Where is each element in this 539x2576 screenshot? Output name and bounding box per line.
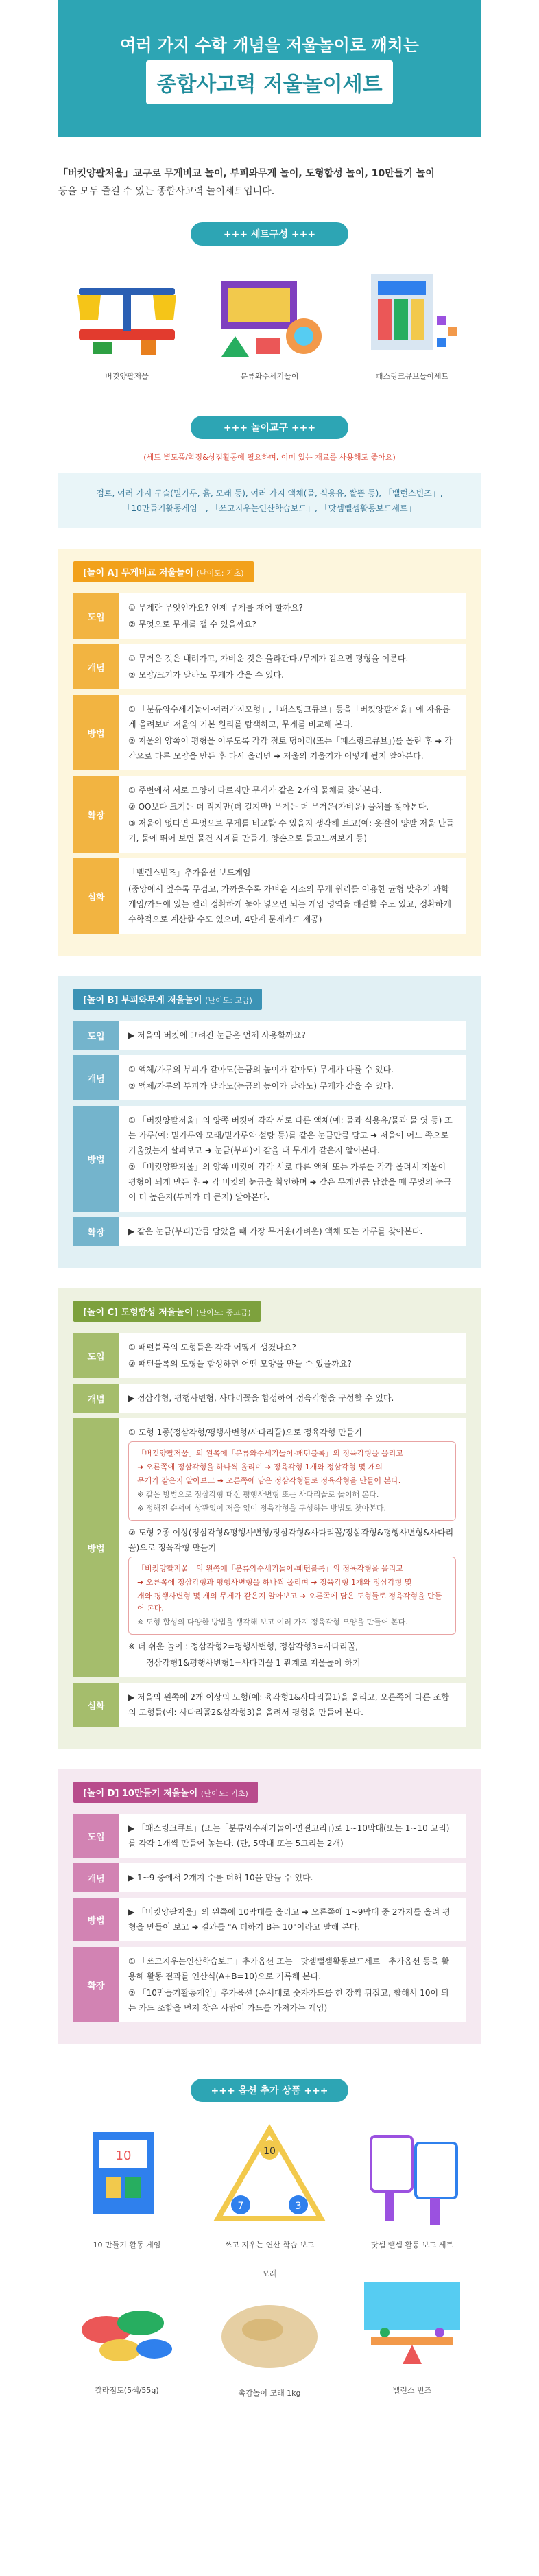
method-1: ① 도형 1종(정삼각형/평행사변형/사다리꼴)으로 정육각형 만들기 [128,1428,362,1437]
play_a-row [73,776,466,853]
row-body [119,695,466,770]
box-line: 「버킷양팔저울」의 왼쪽에「분류와수세기놀이-패턴블록」의 정육각형을 올리고 [137,1564,403,1573]
intro [58,165,481,200]
bucket-scale-image [65,261,189,364]
play_a-row [73,695,466,770]
row-label: 방법 [73,1106,119,1212]
row-body [119,1021,466,1050]
row-line: ① 주변에서 서로 모양이 다르지만 무게가 같은 2개의 물체를 찾아본다. [128,785,382,795]
method-2: ② 도형 2종 이상(정삼각형&평행사변형/정삼각형&사다리꼴/정삼각형&평행사변형&사다리꼴)으로 정육각형 만들기 [128,1528,454,1552]
options-heading: +++ 옵션 추가 상품 +++ [191,2079,348,2102]
option-item-math-board[interactable] [208,2123,331,2250]
option-caption: 촉감놀이 모래 1kg [238,2389,301,2398]
method-extra: ※ 더 쉬운 놀이 : 정삼각형2=평행사변형, 정삼각형3=사다리꼴, [128,1642,359,1651]
play_c-row [73,1333,466,1378]
row-body [119,1384,466,1413]
hero-banner [58,0,481,137]
options-section [58,2079,481,2416]
set-heading: +++ 세트구성 +++ [191,222,348,246]
box-line: ➜ 오른쪽에 정삼각형과 평행사변형을 하나씩 올리며 ➜ 정육각형 1개와 정삼각형 몇 [137,1578,412,1587]
intro-line-1: 「버킷양팔저울」교구로 무게비교 놀이, 부피와무게 놀이, 도형합성 놀이, 10만들기 놀이 [58,168,435,179]
row-body [119,1333,466,1378]
row-line: ② OO보다 크기는 더 작지만(더 길지만) 무게는 더 무거운(가벼운) 물체를 찾아본다. [128,802,429,812]
row-label: 개념 [73,1384,119,1413]
box-line: 무게가 같은지 알아보고 ➜ 오른쪽에 담은 정삼각형들로 정육각형을 만들어 본다. [137,1476,401,1485]
row-body [119,593,466,639]
set-item-bucket-scale [65,261,189,381]
row-label: 개념 [73,644,119,689]
row-body [119,1055,466,1100]
play-c-deep-row [73,1683,466,1727]
row-line: ① 「버킷양팔저울」의 양쪽 버킷에 각각 서로 다른 액체(예: 물과 식용유/물과 물 엿 등) 또는 가루(예: 밀가루와 모래/밀가루와 설탕 등)를 같은 눈금만큼 담고 ➜ 저울이 어느 쪽으로 기울었는지 살펴보고 ➜ 눈금(부피)이 같을 때 무게가 같은지 알아본다. [128,1115,453,1155]
play-d-tag: [놀이 D] 10만들기 저울놀이 (난이도: 기초) [73,1782,258,1803]
option-item-clay[interactable] [65,2268,189,2398]
hero-title: 종합사고력 저울놀이세트 [146,60,393,104]
play_d-row [73,1947,466,2022]
row-body [119,1863,466,1892]
play_d-row [73,1814,466,1858]
row-line: ▶ 같은 눈금(부피)만큼 담았을 때 가장 무거운(가벼운) 액체 또는 가루를 찾아본다. [128,1227,423,1236]
row-label: 개념 [73,1863,119,1892]
set-caption-3: 패스링크큐브놀이세트 [375,372,449,381]
option-item-balance-beans[interactable] [350,2268,474,2398]
row-line: ① 「쓰고지우는연산학습보드」추가옵션 또는「닷셈뺄셈활동보드세트」추가옵션 등을 활용해 활동 결과를 연산식(A+B=10)으로 기록해 본다. [128,1957,450,1981]
row-body [119,644,466,689]
link-cube-image [350,261,474,364]
row-label: 방법 [73,1418,119,1677]
method-2-box [128,1557,456,1635]
row-line: ▶ 정삼각형, 평행사변형, 사다리꼴을 합성하여 정육각형을 구성할 수 있다. [128,1393,394,1403]
dot-board-image [350,2123,474,2232]
box-line: 「버킷양팔저울」의 왼쪽에「분류와수세기놀이-패턴블록」의 정육각형을 올리고 [137,1449,403,1458]
box-note: ※ 정해진 순서에 상관없이 저울 없이 정육각형을 구성하는 방법도 찾아본다. [137,1504,386,1513]
row-body [119,858,466,934]
box-line: 개와 평행사변형 몇 개의 무게가 같은지 알아보고 ➜ 오른쪽에 담은 도형들로 정육각형을 만들어 본다. [137,1592,442,1613]
row-label: 확장 [73,1947,119,2022]
row-line: ② 패턴블록의 도형을 합성하면 어떤 모양을 만들 수 있을까요? [128,1359,352,1369]
row-label: 확장 [73,776,119,853]
svg-text:10: 10 [263,2146,276,2157]
math-board-image [208,2123,331,2232]
play-d-card [58,1769,481,2044]
tool-section [58,416,481,528]
intro-line-2: 등을 모두 즐길 수 있는 종합사고력 놀이세트입니다. [58,186,275,197]
row-body [119,1418,466,1677]
option-caption: 쓰고 지우는 연산 학습 보드 [224,2241,315,2249]
box-line: ➜ 오른쪽에 정삼각형을 하나씩 올리며 ➜ 정육각형 1개와 정삼각형 몇 개의 [137,1463,383,1472]
play-c-tag: [놀이 C] 도형합성 저울놀이 (난이도: 중고급) [73,1301,261,1322]
option-caption: 닷셈 뺄셈 활동 보드 세트 [370,2241,454,2249]
set-item-link-cube [350,261,474,381]
tool-note: (세트 별도품/학정&상점활동에 필요하며, 이미 있는 재료를 사용해도 좋아요) [143,453,396,462]
box-note: ※ 같은 방법으로 정삼각형 대신 평행사변형 또는 사다리꼴로 놀이해 본다. [137,1490,379,1499]
set-caption-1: 버킷양팔저울 [105,372,149,381]
play_a-row [73,644,466,689]
box-note: ※ 도형 합성의 다양한 방법을 생각해 보고 여러 가지 정육각형 모양을 만들어 본다. [137,1618,408,1627]
row-line: ② 무엇으로 무게를 잴 수 있을까요? [128,619,256,629]
row-body [119,1814,466,1858]
row-line: ② 「버킷양팔저울」의 양쪽 버킷에 각각 서로 다른 액체 또는 가루를 각각 올려서 저울이 평형이 되게 만든 후 ➜ 각 버킷의 눈금을 확인하며 ➜ 같은 무게만큼 담았을 때 무엇의 눈금이 더 높은지(부피가 더 큰지) 알아본다. [128,1162,452,1202]
row-body [119,1898,466,1941]
play_c-row [73,1384,466,1413]
play_b-row [73,1106,466,1212]
play_b-row [73,1217,466,1246]
row-body [119,1217,466,1246]
row-label: 도입 [73,1814,119,1858]
svg-text:7: 7 [237,2201,244,2212]
method-1-box [128,1441,456,1521]
row-line: ① 패턴블록의 도형들은 각각 어떻게 생겼나요? [128,1343,296,1352]
play_b-row [73,1055,466,1100]
row-label: 개념 [73,1055,119,1100]
option-top-label: 모래 [262,2269,277,2278]
row-body: ▶ 저울의 왼쪽에 2개 이상의 도형(예: 육각형1&사다리꼴1)을 올리고, 오른쪽에 다른 조합의 도형들(예: 사다리꼴2&삼각형3)을 올려서 평형을 만들어 본다. [128,1692,449,1717]
row-line: ▶ 1~9 중에서 2개지 수를 더해 10을 만들 수 있다. [128,1873,313,1882]
play-b-tag: [놀이 B] 부피와무게 저울놀이 (난이도: 고급) [73,989,262,1010]
play-b-card [58,976,481,1268]
set-item-sorting [208,261,331,381]
play-a-card [58,549,481,956]
row-line: ② 「10만들기활동게임」추가옵션 (순서대로 숫자카드를 한 장씩 뒤집고, 합해서 10이 되는 카드 조합을 먼저 찾은 사람이 카드를 가져가는 게임) [128,1988,449,2013]
row-line: (중앙에서 엎수록 무겁고, 가까울수록 가벼운 시소의 무게 원리를 이용한 균형 맞추기 과학 게임/카드에 있는 컬러 정확하게 놓아 넣으면 되는 게임 영역을 해결할 수도 있고, 정확하게 수학적으로 계산할 수도 있으며, 4단계 문제카드 제공) [128,884,451,924]
row-label: 도입 [73,1333,119,1378]
row-label: 도입 [73,593,119,639]
row-label: 심화 [73,1683,119,1727]
clay-image [65,2268,189,2378]
option-item-sand[interactable] [208,2268,331,2398]
tool-line-1: 점토, 여러 가지 구슬(밀가루, 흙, 모래 등), 여러 가지 액체(물, 식용유, 쌀뜬 등), 「밸런스빈즈」, [96,488,443,498]
option-item-dot-board[interactable] [350,2123,474,2250]
option-caption: 10 만들기 활동 게임 [93,2241,161,2249]
row-line: ① 무거운 것은 내려가고, 가벼운 것은 올라간다./무게가 같으면 평형을 이룬다. [128,654,409,663]
ten-game-image [65,2123,189,2232]
play-a-tag: [놀이 A] 무게비교 저울놀이 (난이도: 기초) [73,561,254,582]
method-extra-2: 정삼각형1&평행사변형1=사다리꼴 1 관계로 저울놀이 하기 [146,1658,361,1668]
row-line: ① 「분류와수세기놀이-여러가지모형」,「패스링크큐브」등을「버킷양팔저울」에 자유롭게 올려보며 저울의 기본 원리를 탐색하고, 무게를 비교해 본다. [128,705,451,729]
row-label: 심화 [73,858,119,934]
row-label: 확장 [73,1217,119,1246]
option-item-10-game[interactable] [65,2123,189,2250]
row-line: ② 모양/크기가 달라도 무게가 같을 수 있다. [128,670,284,680]
svg-text:3: 3 [295,2201,302,2212]
tool-line-2: 「10만들기활동게임」, 「쓰고지우는연산학습보드」, 「닷셈뺄셈활동보드세트」 [123,504,416,513]
option-caption: 칼라점토(5색/55g) [95,2386,159,2395]
sorting-set-image [208,261,331,364]
hero-subtitle: 여러 가지 수학 개념을 저울놀이로 깨치는 [120,36,419,55]
set-section [58,222,481,381]
play_d-row [73,1898,466,1941]
tool-box [58,473,481,528]
row-label: 방법 [73,1898,119,1941]
play_b-row [73,1021,466,1050]
play-c-method-row [73,1418,466,1677]
row-body [119,1947,466,2022]
row-body [119,1106,466,1212]
row-line: 「밸런스빈즈」추가옵션 보드게임 [128,868,251,877]
play_a-row [73,593,466,639]
sand-image [208,2282,331,2380]
row-line: ▶ 저울의 버킷에 그려진 눈금은 언제 사용할까요? [128,1030,306,1040]
tool-heading: +++ 놀이교구 +++ [191,416,348,439]
row-label: 방법 [73,695,119,770]
play_a-row [73,858,466,934]
play-c-card [58,1288,481,1749]
row-line: ③ 저울이 없다면 무엇으로 무게를 비교할 수 있을지 생각해 보고(예: 옷걸이 양팔 저울 만들기, 물에 뛰어 보면 물건 시계를 만들기, 양손으로 들고느껴보기 등) [128,818,454,843]
set-caption-2: 분류와수세기놀이 [240,372,299,381]
option-caption: 밸런스 빈즈 [392,2386,432,2395]
row-line: ② 액체/가루의 부피가 달라도(눈금의 높이가 달라도) 무게가 같을 수 있다. [128,1081,394,1091]
play_d-row [73,1863,466,1892]
row-line: ① 무게란 무엇인가요? 언제 무게를 재어 할까요? [128,603,304,613]
row-line: ▶ 「버킷양팔저울」의 왼쪽에 10막대를 올리고 ➜ 오른쪽에 1~9막대 중 2가지를 올려 평형을 만들어 보고 ➜ 결과를 "A 더하기 B는 10"이라고 말해 본다. [128,1907,451,1932]
balance-beans-image [350,2268,474,2378]
row-line: ② 저울의 양쪽이 평형을 이루도록 각각 점토 덩어리(또는「패스링크큐브」)를 올린 후 ➜ 각각으로 다른 모양을 만든 후 다시 올리면 ➜ 저울의 기울기가 어떻게 될지 알아본다. [128,736,453,761]
svg-text:10: 10 [115,2149,132,2163]
row-line: ① 액체/가루의 부피가 같아도(눈금의 높이가 같아도) 무게가 다를 수 있다. [128,1065,394,1074]
row-body [119,776,466,853]
row-label: 도입 [73,1021,119,1050]
row-line: ▶ 「패스링크큐브」(또는「분류와수세기놀이-연결고리」)로 1~10막대(또는 1~10 고리)를 각각 1개씩 만들어 놓는다. (단, 5막대 또는 5고리는 2개) [128,1823,450,1848]
